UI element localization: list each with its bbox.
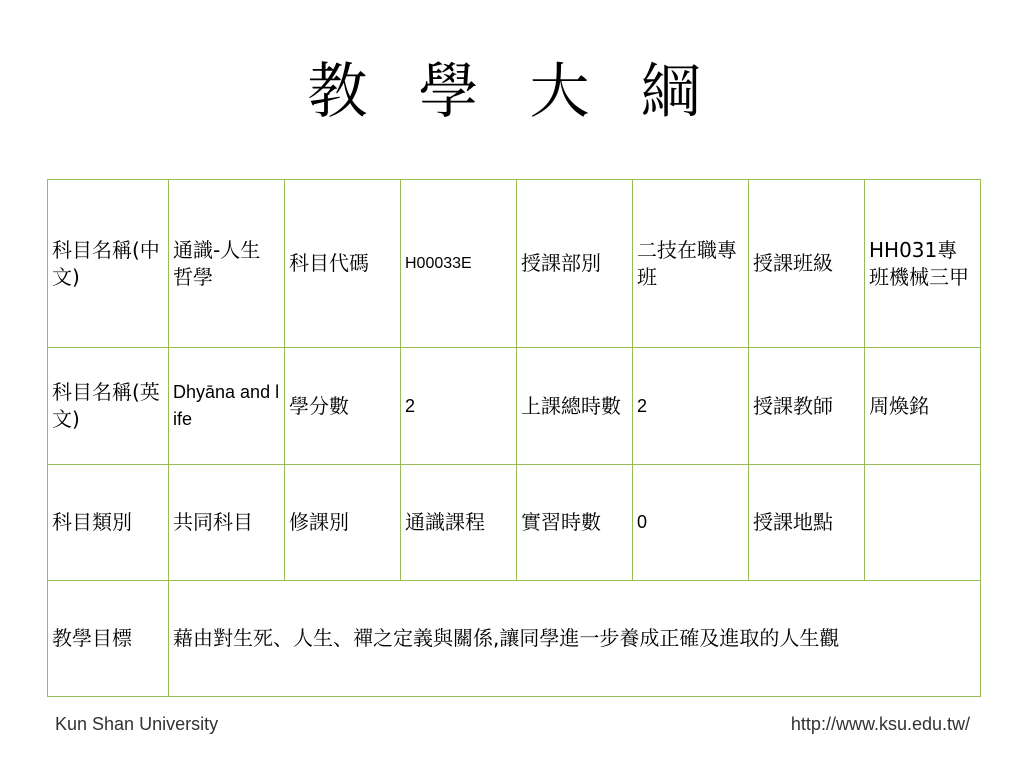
table-cell-value: 共同科目 <box>169 465 285 581</box>
table-cell-value <box>865 465 981 581</box>
footer-url: http://www.ksu.edu.tw/ <box>790 714 970 734</box>
table-row <box>48 180 981 348</box>
table-cell-value: HH031專班機械三甲 <box>865 180 981 348</box>
table-cell-value: 周煥銘 <box>865 348 981 465</box>
table-cell-value: 2 <box>401 348 517 465</box>
table-cell-label: 授課教師 <box>749 348 865 465</box>
slide-title: 教 學 大 綱 <box>307 57 717 127</box>
table-row <box>48 581 981 697</box>
table-row <box>48 465 981 581</box>
table-row <box>48 348 981 465</box>
table-cell-label: 科目代碼 <box>285 180 401 348</box>
table-cell-label: 學分數 <box>285 348 401 465</box>
table-cell-label: 科目類別 <box>48 465 169 581</box>
syllabus-table <box>47 179 981 697</box>
table-cell-label: 教學目標 <box>48 581 169 697</box>
table-cell-label: 授課地點 <box>749 465 865 581</box>
table-cell-value: 二技在職專班 <box>633 180 749 348</box>
table-cell-value: 0 <box>633 465 749 581</box>
footer-university-name: Kun Shan University <box>55 714 219 734</box>
table-cell-objective: 藉由對生死、人生、禪之定義與關係,讓同學進一步養成正確及進取的人生觀 <box>169 581 981 697</box>
table-cell-label: 授課部別 <box>517 180 633 348</box>
table-cell-value: 通識課程 <box>401 465 517 581</box>
table-cell-label: 實習時數 <box>517 465 633 581</box>
table-cell-label: 科目名稱(英文) <box>48 348 169 465</box>
table-cell-value: Dhyāna and life <box>169 348 285 465</box>
table-cell-label: 授課班級 <box>749 180 865 348</box>
table-cell-value: H00033E <box>401 180 517 348</box>
table-cell-label: 上課總時數 <box>517 348 633 465</box>
table-cell-label: 修課別 <box>285 465 401 581</box>
table-cell-value: 通識-人生哲學 <box>169 180 285 348</box>
table-cell-label: 科目名稱(中文) <box>48 180 169 348</box>
table-cell-value: 2 <box>633 348 749 465</box>
